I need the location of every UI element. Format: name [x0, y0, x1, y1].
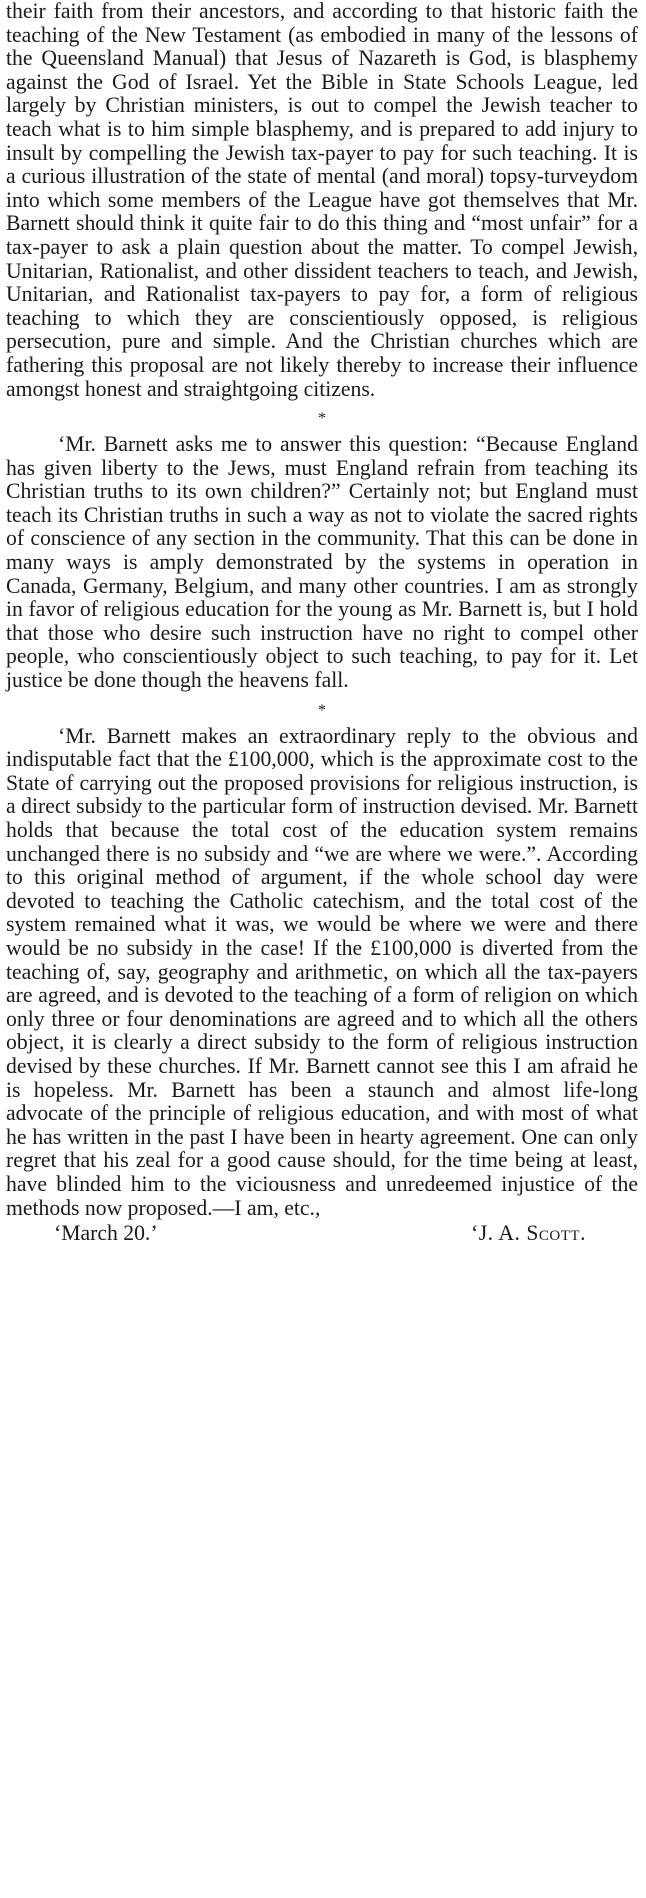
- author-initials: ‘J. A.: [471, 1221, 521, 1246]
- section-separator-1: [6, 409, 638, 429]
- asterisk-separator: *: [318, 701, 326, 719]
- asterisk-separator: *: [318, 410, 326, 428]
- paragraph-3: ‘Mr. Barnett makes an extraordinary reply to the obvious and indisputable fact that the £100,000, which is the approximate cost to the State of carrying out the proposed provisions for religious instruction, is a direct subsidy to the particular form of instruction devised. Mr. Barnett holds that because the total cost of the education system remains unchanged there is no subsidy and “we are where we were.”. According to this original method of argument, if the whole school day were devoted to teaching the Catholic catechism, and the total cost of the system remained what it was, we would be where we were and there would be no subsidy in the case! If the £100,000 is diverted from the teaching of, say, geography and arithmetic, on which all the tax-payers are agreed, and is devoted to the teaching of a form of religion on which only three or four denominations are agreed and to which all the others object, it is clearly a direct subsidy to the form of religious instruction devised by these churches. If Mr. Barnett cannot see this I am afraid he is hopeless. Mr. Barnett has been a staunch and almost life-long advocate of the principle of religious education, and with most of what he has written in the past I have been in hearty agreement. One can only regret that his zeal for a good cause should, for the time being at least, have blinded him to the viciousness and unredeemed injustice of the methods now proposed.—I am, etc.,: [6, 723, 638, 1220]
- section-separator-2: [6, 701, 638, 721]
- letter-signoff: [6, 1222, 638, 1250]
- letter-author: [471, 1222, 586, 1246]
- author-surname: Scott.: [526, 1221, 586, 1246]
- paragraph-2: ‘Mr. Barnett asks me to answer this question: “Because England has given liberty to the Jews, must England refrain from teaching its Christian truths to its own children?” Certainly not; but England must teach its Christian truths in such a way as not to violate the sacred rights of conscience of any section in the community. That this can be done in many ways is amply demonstrated by the systems in operation in Canada, Germany, Belgium, and many other countries. I am as strongly in favor of religious education for the young as Mr. Barnett is, but I hold that those who desire such instruction have no right to compel other people, who conscientiously object to such teaching, to pay for it. Let justice be done though the heavens fall.: [6, 432, 638, 693]
- letter-date: ‘March 20.’: [54, 1221, 158, 1246]
- paragraph-1: their faith from their ancestors, and according to that historic faith the teaching of the New Testament (as embodied in many of the lessons of the Queensland Manual) that Jesus of Nazareth is God, is blasphemy against the God of Israel. Yet the Bible in State Schools League, led largely by Christian ministers, is out to compel the Jewish teacher to teach what is to him simple blasphemy, and is prepared to add injury to insult by compelling the Jewish tax-payer to pay for such teaching. It is a curious illustration of the state of mental (and moral) topsy-turveydom into which some members of the League have got themselves that Mr. Barnett should think it quite fair to do this thing and “most unfair” for a tax-payer to ask a plain question about the matter. To compel Jewish, Unitarian, Rationalist, and other dissident teachers to teach, and Jewish, Unitarian, and Rationalist tax-payers to pay for, a form of religious teaching to which they are conscientiously opposed, is religious persecution, pure and simple. And the Christian churches which are fathering this proposal are not likely thereby to increase their influence amongst honest and straightgoing citizens.: [6, 0, 638, 401]
